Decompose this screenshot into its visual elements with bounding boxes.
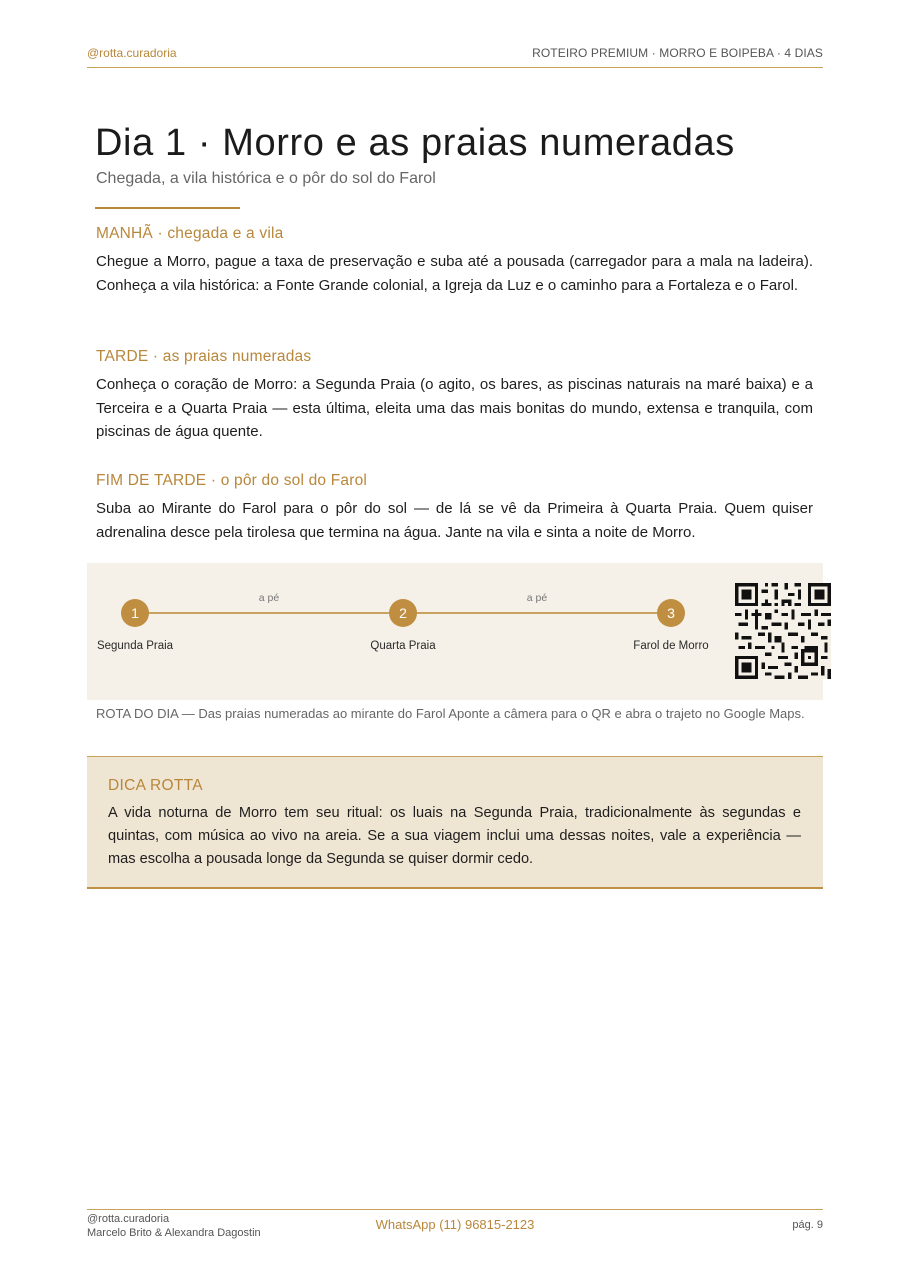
page-subtitle: Chegada, a vila histórica e o pôr do sol do Farol bbox=[96, 170, 436, 187]
page-footer bbox=[87, 1209, 823, 1239]
route-diagram bbox=[87, 563, 823, 700]
route-leg-mode: a pé bbox=[526, 592, 548, 604]
section-text: Conheça o coração de Morro: a Segunda Praia (o agito, os bares, as piscinas naturais na maré baixa) e a Terceira e a Quarta Praia — esta última, eleita uma das mais bonitas do mundo, extensa e tranquila, com piscinas de água quente. bbox=[96, 376, 813, 440]
route-stop-marker: 3 bbox=[657, 599, 685, 627]
section-text: Chegue a Morro, pague a taxa de preservação e suba até a pousada (carregador para a mala na ladeira). Conheça a vila histórica: a Fonte Grande colonial, a Igreja da Luz e o caminho para a Fortaleza e o Farol. bbox=[96, 253, 813, 294]
page-title: Dia 1 · Morro e as praias numeradas bbox=[95, 122, 735, 164]
qr-code-icon[interactable] bbox=[735, 583, 831, 679]
section-afternoon bbox=[96, 348, 813, 444]
section-late-afternoon bbox=[96, 472, 813, 544]
route-stop-marker: 2 bbox=[389, 599, 417, 627]
route-stop-marker: 1 bbox=[121, 599, 149, 627]
tip-text: A vida noturna de Morro tem seu ritual: os luais na Segunda Praia, tradicionalmente às segundas e quintas, com música ao vivo na areia. Se a sua viagem inclui uma dessas noites, vale a experiência — mas escolha a pousada longe da Segunda se quiser dormir cedo. bbox=[108, 805, 801, 867]
header-handle: @rotta.curadoria bbox=[87, 46, 177, 60]
route-stop-label: Segunda Praia bbox=[96, 640, 174, 652]
footer-handle: @rotta.curadoria bbox=[87, 1213, 170, 1225]
footer-whatsapp-link[interactable]: WhatsApp (11) 96815-2123 bbox=[375, 1217, 535, 1232]
route-stop-label: Quarta Praia bbox=[370, 640, 436, 652]
title-divider bbox=[95, 207, 240, 209]
route-leg-mode: a pé bbox=[258, 592, 280, 604]
page-number: pág. 9 bbox=[792, 1219, 823, 1231]
tip-box bbox=[87, 756, 823, 889]
header-guide-title: ROTEIRO PREMIUM · MORRO E BOIPEBA · 4 DIAS bbox=[532, 46, 823, 60]
section-text: Suba ao Mirante do Farol para o pôr do sol — de lá se vê da Primeira à Quarta Praia. Quem quiser adrenalina desce pela tirolesa que termina na água. Jante na vila e sinta a noite de Morro. bbox=[96, 500, 813, 541]
route-caption: ROTA DO DIA — Das praias numeradas ao mirante do Farol Aponte a câmera para o QR e abra o trajeto no Google Maps. bbox=[96, 706, 805, 721]
footer-authors: Marcelo Brito & Alexandra Dagostin bbox=[87, 1227, 261, 1239]
section-morning bbox=[96, 225, 813, 297]
section-heading: MANHÃ · chegada e a vila bbox=[96, 225, 284, 242]
route-stop-label: Farol de Morro bbox=[633, 640, 709, 652]
section-heading: TARDE · as praias numeradas bbox=[96, 348, 312, 365]
tip-heading: DICA ROTTA bbox=[108, 777, 203, 794]
page-header bbox=[87, 46, 823, 68]
section-heading: FIM DE TARDE · o pôr do sol do Farol bbox=[96, 472, 368, 489]
